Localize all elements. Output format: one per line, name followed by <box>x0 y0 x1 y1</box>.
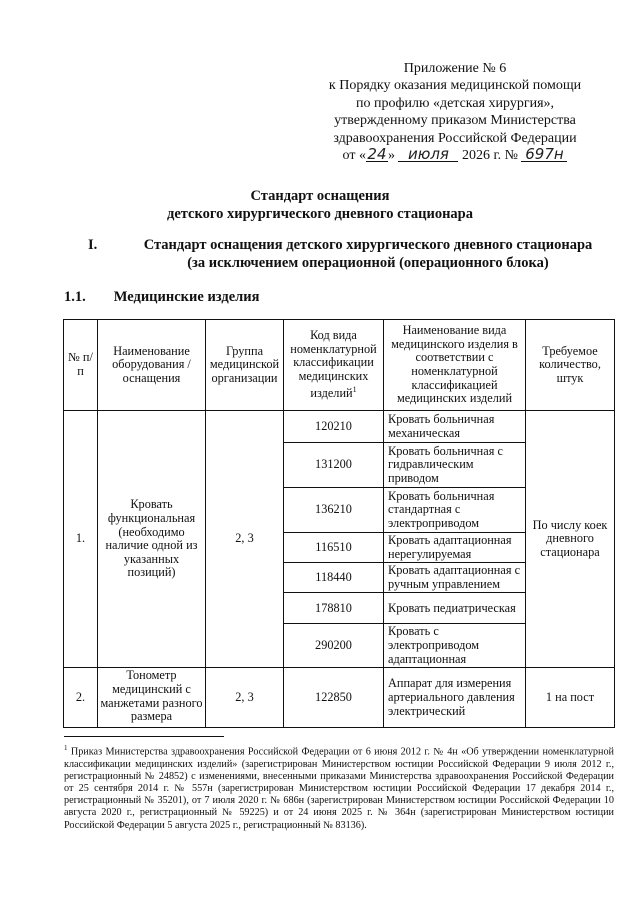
footnote-ref: 1 <box>352 385 357 395</box>
section-1-1-heading <box>64 289 259 306</box>
document-title <box>60 188 580 223</box>
row1-code-5: 118440 <box>284 563 384 593</box>
row2-code: 122850 <box>284 668 384 728</box>
date-mid: » <box>387 148 395 164</box>
row1-kind-4: Кровать адаптационная нерегулируемая <box>384 533 526 563</box>
row1-num: 1. <box>64 411 98 668</box>
row1-kind-5: Кровать адаптационная с ручным управлением <box>384 563 526 593</box>
title-line-2: детского хирургического дневного стационара <box>166 205 473 222</box>
appendix-line-1: Приложение № 6 <box>403 61 507 76</box>
section-1-title-line-1: Стандарт оснащения детского хирургического дневного стационара <box>143 237 593 253</box>
row1-code-1: 120210 <box>284 411 384 443</box>
row1-group: 2, 3 <box>206 411 284 668</box>
row1-code-6: 178810 <box>284 593 384 624</box>
table-row <box>64 411 615 443</box>
row1-code-7: 290200 <box>284 624 384 668</box>
header-group: Группа медицинской организации <box>206 320 284 411</box>
date-year: 2026 г. № <box>458 148 522 164</box>
section-1-1-title: Медицинские изделия <box>113 289 260 305</box>
header-name: Наименование оборудования / оснащения <box>98 320 206 411</box>
row1-code-4: 116510 <box>284 533 384 563</box>
section-1-number: I. <box>88 237 98 253</box>
header-kind: Наименование вида медицинского изделия в соответствии с номенклатурной классификацией медицинских изделий <box>384 320 526 411</box>
row2-name: Тонометр медицинский с манжетами разного размера <box>98 668 206 728</box>
appendix-line-5: здравоохранения Российской Федерации <box>333 130 577 146</box>
footnote-text: Приказ Министерства здравоохранения Российской Федерации от 6 июня 2012 г. № 4н «Об утверждении номенклатурной классификации медицинских изделий» (зарегистрирован Министерством юстиции Российской Федерации 9 июля 2012 г., регистрационный № 24852) с изменениями, внесенными приказами Министерства здравоохранения Российской Федерации от 25 сентября 2014 г. № 557н (зарегистрирован Министерством юстиции Российской Федерации 17 декабря 2014 г., регистрационный № 35201), от 7 июля 2020 г. № 686н (зарегистрирован Министерством юстиции Российской Федерации 10 августа 2020 г., регистрационный № 59225) и от 24 июня 2025 г. № 364н (зарегистрирован Министерством юстиции Российской Федерации 5 августа 2025 г., регистрационный № 83136). <box>64 746 615 831</box>
table-header-row <box>64 320 615 411</box>
header-qty: Требуемое количество, штук <box>526 320 615 411</box>
row2-qty: 1 на пост <box>526 668 615 728</box>
row1-kind-1: Кровать больничная механическая <box>384 411 526 443</box>
section-1-title-line-2: (за исключением операционной (операционного блока) <box>187 254 549 271</box>
appendix-date-line <box>290 147 620 164</box>
title-line-1: Стандарт оснащения <box>250 188 390 204</box>
header-num: № п/п <box>64 320 98 411</box>
row1-qty: По числу коек дневного стационара <box>526 411 615 668</box>
date-number: 697н <box>521 147 567 162</box>
date-day: 24 <box>367 145 387 164</box>
footnote <box>64 742 614 832</box>
appendix-line-3: по профилю «детская хирургия», <box>355 95 555 111</box>
date-prefix: от « <box>342 148 366 164</box>
row1-kind-2: Кровать больничная с гидравлическим приводом <box>384 443 526 488</box>
footnote-mark: 1 <box>64 744 68 752</box>
row1-kind-3: Кровать больничная стандартная с электроприводом <box>384 488 526 533</box>
section-1-1-number: 1.1. <box>64 289 86 305</box>
appendix-line-2: к Порядку оказания медицинской помощи <box>328 78 582 94</box>
header-code-text: Код вида номенклатурной классификации медицинских изделий <box>290 327 377 401</box>
table-row <box>64 668 615 728</box>
row1-kind-7: Кровать с электроприводом адаптационная <box>384 624 526 668</box>
section-1-title <box>128 237 608 272</box>
appendix-block <box>290 60 620 164</box>
row1-name: Кровать функциональная (необходимо наличие одной из указанных позиций) <box>98 411 206 668</box>
appendix-line-4: утвержденному приказом Министерства <box>334 113 576 129</box>
row2-kind: Аппарат для измерения артериального давления электрический <box>384 668 526 728</box>
row1-code-2: 131200 <box>284 443 384 488</box>
row2-num: 2. <box>64 668 98 728</box>
row2-group: 2, 3 <box>206 668 284 728</box>
header-code <box>284 320 384 411</box>
footnote-divider <box>64 736 224 737</box>
equipment-table <box>63 319 615 728</box>
row1-code-3: 136210 <box>284 488 384 533</box>
date-month: июля <box>398 147 458 162</box>
row1-kind-6: Кровать педиатрическая <box>384 593 526 624</box>
